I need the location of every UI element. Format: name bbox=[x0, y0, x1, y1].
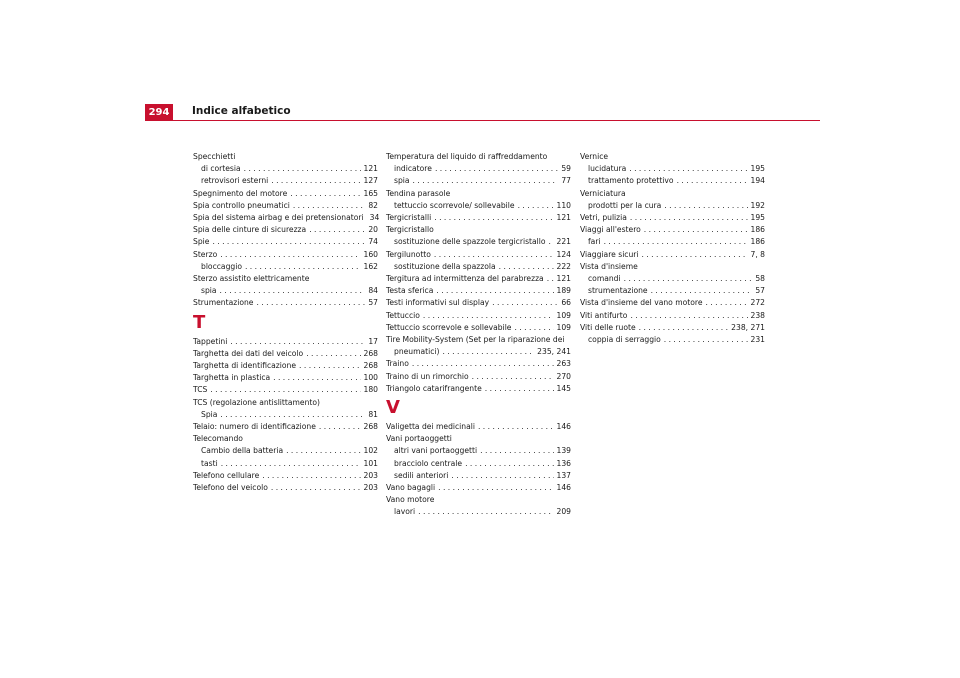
page-reference: 165 bbox=[363, 188, 378, 198]
page-reference: 81 bbox=[368, 409, 378, 419]
leader-dots bbox=[210, 384, 360, 396]
page-reference: 192 bbox=[750, 200, 765, 210]
leader-dots bbox=[220, 249, 360, 261]
page-reference: 127 bbox=[363, 176, 378, 186]
leader-dots bbox=[492, 297, 558, 309]
index-entry bbox=[193, 470, 378, 482]
entry-label: Viaggiare sicuri bbox=[580, 249, 639, 259]
entry-label: Tergilunotto bbox=[386, 249, 431, 259]
index-subentry bbox=[386, 506, 571, 518]
index-subentry bbox=[193, 409, 378, 421]
index-subentry bbox=[386, 261, 571, 273]
entry-label: spia bbox=[201, 286, 217, 296]
index-entry bbox=[193, 384, 378, 396]
leader-dots bbox=[230, 336, 365, 348]
leader-dots bbox=[604, 236, 748, 248]
page-reference: 59 bbox=[561, 164, 571, 174]
index-heading: Temperatura del liquido di raffreddamento bbox=[386, 152, 548, 161]
index-subentry bbox=[193, 175, 378, 187]
leader-dots bbox=[644, 224, 748, 236]
entry-label: sostituzione della spazzola bbox=[394, 261, 496, 271]
index-entry bbox=[386, 421, 571, 433]
entry-label: Testi informativi sul display bbox=[386, 298, 490, 308]
entry-label: Spia del sistema airbag e dei pretensionatori bbox=[193, 213, 364, 223]
page-reference: 268 bbox=[363, 361, 378, 371]
leader-dots bbox=[478, 421, 554, 433]
entry-label: Spia controllo pneumatici bbox=[193, 200, 290, 210]
entry-label: bloccaggio bbox=[201, 261, 242, 271]
leader-dots bbox=[293, 200, 365, 212]
entry-label: Tergicristalli bbox=[386, 213, 432, 223]
leader-dots bbox=[220, 285, 366, 297]
leader-dots bbox=[306, 348, 360, 360]
index-heading: Vani portaoggetti bbox=[386, 434, 452, 444]
leader-dots bbox=[271, 175, 360, 187]
leader-dots bbox=[629, 163, 747, 175]
leader-dots bbox=[286, 445, 360, 457]
page-reference: 121 bbox=[556, 274, 571, 284]
page-reference: 209 bbox=[556, 507, 571, 517]
index-heading: Tire Mobility-System (Set per la riparazione dei bbox=[386, 335, 565, 345]
index-subentry bbox=[193, 285, 378, 297]
index-entry bbox=[193, 336, 378, 348]
index-subentry bbox=[580, 163, 765, 175]
entry-label: sostituzione delle spazzole tergicristallo bbox=[394, 237, 546, 247]
page-reference: 110 bbox=[556, 200, 571, 210]
leader-dots bbox=[664, 334, 748, 346]
index-entry bbox=[386, 371, 571, 383]
entry-label: fari bbox=[588, 237, 601, 247]
leader-dots bbox=[434, 249, 554, 261]
entry-label: Strumentazione bbox=[193, 298, 254, 308]
index-entry bbox=[386, 212, 571, 224]
index-entry bbox=[193, 236, 378, 248]
index-column-2 bbox=[386, 151, 571, 519]
index-entry bbox=[193, 188, 378, 200]
page-reference: 100 bbox=[363, 373, 378, 383]
page-reference: 203 bbox=[363, 470, 378, 480]
page-reference: 139 bbox=[556, 446, 571, 456]
entry-label: Vetri, pulizia bbox=[580, 213, 627, 223]
page-reference: 7, 8 bbox=[750, 249, 765, 259]
page-reference: 268 bbox=[363, 422, 378, 432]
page-reference: 74 bbox=[368, 237, 378, 247]
page-reference: 238, 271 bbox=[731, 322, 765, 332]
page-reference: 263 bbox=[556, 359, 571, 369]
entry-label: Vano bagagli bbox=[386, 483, 436, 493]
leader-dots bbox=[480, 445, 553, 457]
index-subentry bbox=[386, 163, 571, 175]
leader-dots bbox=[212, 236, 365, 248]
leader-dots bbox=[256, 297, 365, 309]
leader-dots bbox=[434, 212, 553, 224]
entry-label: lavori bbox=[394, 507, 416, 517]
page-reference: 272 bbox=[750, 298, 765, 308]
page-reference: 238 bbox=[750, 310, 765, 320]
index-heading: Sterzo assistito elettricamente bbox=[193, 274, 310, 284]
page-reference: 121 bbox=[363, 164, 378, 174]
page-reference: 195 bbox=[750, 164, 765, 174]
page-reference: 162 bbox=[363, 261, 378, 271]
page-reference: 82 bbox=[368, 200, 378, 210]
leader-dots bbox=[677, 175, 748, 187]
leader-dots bbox=[499, 261, 554, 273]
index-entry bbox=[193, 297, 378, 309]
leader-dots bbox=[245, 261, 361, 273]
index-heading: Telecomando bbox=[193, 434, 243, 444]
entry-label: Valigetta dei medicinali bbox=[386, 422, 475, 432]
leader-dots bbox=[651, 285, 753, 297]
page-reference: 109 bbox=[556, 322, 571, 332]
page-reference: 231 bbox=[750, 335, 765, 345]
page-reference: 221 bbox=[556, 237, 571, 247]
index-heading: Tendina parasole bbox=[386, 188, 451, 198]
leader-dots bbox=[624, 273, 753, 285]
index-entry bbox=[580, 224, 765, 236]
entry-label: Traino bbox=[386, 359, 409, 369]
leader-dots bbox=[706, 297, 748, 309]
entry-label: Triangolo catarifrangente bbox=[386, 383, 482, 393]
page-reference: 146 bbox=[556, 422, 571, 432]
entry-label: Sterzo bbox=[193, 249, 218, 259]
index-subentry bbox=[386, 458, 571, 470]
index-entry bbox=[580, 322, 765, 334]
leader-dots bbox=[423, 310, 554, 322]
entry-label: Spia bbox=[201, 409, 218, 419]
index-entry bbox=[386, 383, 571, 395]
leader-dots bbox=[290, 188, 360, 200]
page-reference: 17 bbox=[368, 336, 378, 346]
entry-label: Spie bbox=[193, 237, 210, 247]
page-reference: 77 bbox=[561, 176, 571, 186]
leader-dots bbox=[299, 360, 360, 372]
page-reference: 109 bbox=[556, 310, 571, 320]
page-reference: 34 bbox=[369, 213, 380, 223]
entry-label: tasti bbox=[201, 458, 218, 468]
index-subentry bbox=[386, 200, 571, 212]
index-entry bbox=[193, 372, 378, 384]
page-reference: 137 bbox=[556, 470, 571, 480]
page-reference: 189 bbox=[556, 286, 571, 296]
leader-dots bbox=[443, 346, 535, 358]
page-reference: 121 bbox=[556, 213, 571, 223]
index-heading: TCS (regolazione antislittamento) bbox=[193, 397, 320, 407]
index-entry bbox=[580, 310, 765, 322]
index-subentry bbox=[580, 273, 765, 285]
entry-label: sedili anteriori bbox=[394, 470, 449, 480]
leader-dots bbox=[244, 163, 361, 175]
leader-dots bbox=[485, 383, 554, 395]
leader-dots bbox=[549, 236, 554, 248]
index-entry bbox=[193, 348, 378, 360]
leader-dots bbox=[465, 458, 553, 470]
page-reference: 186 bbox=[750, 225, 765, 235]
leader-dots bbox=[271, 482, 361, 494]
index-subentry bbox=[193, 445, 378, 457]
entry-label: Viti antifurto bbox=[580, 310, 628, 320]
index-subentry bbox=[386, 175, 571, 187]
index-heading: Vista d'insieme bbox=[580, 261, 638, 271]
entry-label: Spegnimento del motore bbox=[193, 188, 288, 198]
entry-label: indicatore bbox=[394, 164, 432, 174]
page-reference: 235, 241 bbox=[537, 347, 571, 357]
page-reference: 57 bbox=[368, 298, 378, 308]
entry-label: comandi bbox=[588, 274, 621, 284]
page-reference: 66 bbox=[561, 298, 571, 308]
index-subentry bbox=[193, 261, 378, 273]
index-heading: Tergicristallo bbox=[386, 225, 434, 235]
index-heading: Verniciatura bbox=[580, 188, 626, 198]
leader-dots bbox=[639, 322, 729, 334]
entry-label: Spia delle cinture di sicurezza bbox=[193, 225, 307, 235]
page-reference: 84 bbox=[368, 286, 378, 296]
page-reference: 180 bbox=[363, 385, 378, 395]
page-reference: 124 bbox=[556, 249, 571, 259]
leader-dots bbox=[221, 458, 361, 470]
entry-label: Viaggi all'estero bbox=[580, 225, 641, 235]
index-entry bbox=[580, 212, 765, 224]
entry-label: prodotti per la cura bbox=[588, 200, 662, 210]
leader-dots bbox=[309, 224, 365, 236]
index-subentry bbox=[386, 445, 571, 457]
index-subentry bbox=[386, 470, 571, 482]
entry-label: Telefono del veicolo bbox=[193, 483, 268, 493]
entry-label: lucidatura bbox=[588, 164, 627, 174]
entry-label: pneumatici) bbox=[394, 347, 440, 357]
section-letter: T bbox=[193, 311, 206, 333]
entry-label: bracciolo centrale bbox=[394, 458, 463, 468]
index-entry bbox=[386, 249, 571, 261]
index-subentry bbox=[580, 175, 765, 187]
index-subentry bbox=[193, 163, 378, 175]
leader-dots bbox=[412, 358, 554, 370]
leader-dots bbox=[262, 470, 360, 482]
entry-label: Tergitura ad intermittenza del parabrezza bbox=[386, 274, 544, 284]
entry-label: Cambio della batteria bbox=[201, 446, 284, 456]
page-reference: 102 bbox=[363, 446, 378, 456]
page-number-badge: 294 bbox=[145, 104, 173, 120]
entry-label: Tettuccio scorrevole e sollevabile bbox=[386, 322, 512, 332]
index-heading: Vano motore bbox=[386, 495, 435, 505]
index-entry bbox=[193, 200, 378, 212]
page-reference: 195 bbox=[750, 213, 765, 223]
entry-label: Tappetini bbox=[193, 336, 228, 346]
index-subentry bbox=[580, 334, 765, 346]
page-title: Indice alfabetico bbox=[192, 105, 291, 117]
entry-label: spia bbox=[394, 176, 410, 186]
index-subentry bbox=[580, 200, 765, 212]
entry-label: di cortesia bbox=[201, 164, 241, 174]
leader-dots bbox=[273, 372, 360, 384]
index-entry bbox=[193, 421, 378, 433]
entry-label: Vista d'insieme del vano motore bbox=[580, 298, 703, 308]
leader-dots bbox=[435, 163, 558, 175]
leader-dots bbox=[630, 310, 747, 322]
page-reference: 222 bbox=[556, 261, 571, 271]
page-reference: 136 bbox=[556, 458, 571, 468]
header-divider bbox=[145, 120, 820, 121]
index-entry bbox=[193, 212, 378, 224]
leader-dots bbox=[642, 249, 748, 261]
entry-label: Viti delle ruote bbox=[580, 322, 636, 332]
index-entry bbox=[193, 482, 378, 494]
index-entry bbox=[386, 482, 571, 494]
entry-label: tettuccio scorrevole/ sollevabile bbox=[394, 200, 515, 210]
entry-label: Targhetta in plastica bbox=[193, 373, 271, 383]
entry-label: Targhetta dei dati del veicolo bbox=[193, 348, 304, 358]
index-entry bbox=[386, 297, 571, 309]
leader-dots bbox=[472, 371, 554, 383]
index-subentry bbox=[386, 346, 571, 358]
leader-dots bbox=[547, 273, 554, 285]
leader-dots bbox=[451, 470, 553, 482]
index-subentry bbox=[193, 458, 378, 470]
page-reference: 268 bbox=[363, 348, 378, 358]
page-reference: 203 bbox=[363, 483, 378, 493]
page-reference: 160 bbox=[363, 249, 378, 259]
section-letter: V bbox=[386, 397, 400, 419]
index-entry bbox=[386, 322, 571, 334]
entry-label: altri vani portaoggetti bbox=[394, 446, 478, 456]
entry-label: TCS bbox=[193, 385, 208, 395]
leader-dots bbox=[438, 482, 553, 494]
leader-dots bbox=[664, 200, 747, 212]
index-heading: Vernice bbox=[580, 152, 609, 161]
entry-label: coppia di serraggio bbox=[588, 335, 661, 345]
index-entry bbox=[193, 249, 378, 261]
entry-label: Targhetta di identificazione bbox=[193, 361, 297, 371]
page-reference: 101 bbox=[363, 458, 378, 468]
page-reference: 58 bbox=[755, 274, 765, 284]
page-reference: 270 bbox=[556, 371, 571, 381]
leader-dots bbox=[319, 421, 361, 433]
page-reference: 145 bbox=[556, 383, 571, 393]
index-column-3 bbox=[580, 151, 765, 346]
leader-dots bbox=[413, 175, 559, 187]
page-reference: 186 bbox=[750, 237, 765, 247]
leader-dots bbox=[630, 212, 748, 224]
index-entry bbox=[580, 249, 765, 261]
leader-dots bbox=[220, 409, 365, 421]
index-column-1 bbox=[193, 151, 378, 494]
leader-dots bbox=[418, 506, 553, 518]
page-reference: 146 bbox=[556, 483, 571, 493]
index-entry bbox=[580, 297, 765, 309]
page-reference: 194 bbox=[750, 176, 765, 186]
page-reference: 57 bbox=[755, 286, 765, 296]
entry-label: Telefono cellulare bbox=[193, 470, 260, 480]
index-entry bbox=[386, 358, 571, 370]
entry-label: retrovisori esterni bbox=[201, 176, 269, 186]
index-heading: Specchietti bbox=[193, 152, 236, 161]
index-entry bbox=[386, 310, 571, 322]
entry-label: trattamento protettivo bbox=[588, 176, 674, 186]
index-entry bbox=[386, 285, 571, 297]
index-subentry bbox=[580, 236, 765, 248]
index-subentry bbox=[580, 285, 765, 297]
entry-label: Traino di un rimorchio bbox=[386, 371, 469, 381]
leader-dots bbox=[518, 200, 554, 212]
entry-label: Telaio: numero di identificazione bbox=[193, 422, 316, 432]
index-entry bbox=[386, 273, 571, 285]
index-entry bbox=[193, 224, 378, 236]
index-entry bbox=[193, 360, 378, 372]
leader-dots bbox=[514, 322, 553, 334]
entry-label: Tettuccio bbox=[386, 310, 420, 320]
entry-label: Testa sferica bbox=[386, 286, 434, 296]
index-subentry bbox=[386, 236, 571, 248]
leader-dots bbox=[436, 285, 553, 297]
page-reference: 20 bbox=[368, 225, 378, 235]
entry-label: strumentazione bbox=[588, 286, 648, 296]
